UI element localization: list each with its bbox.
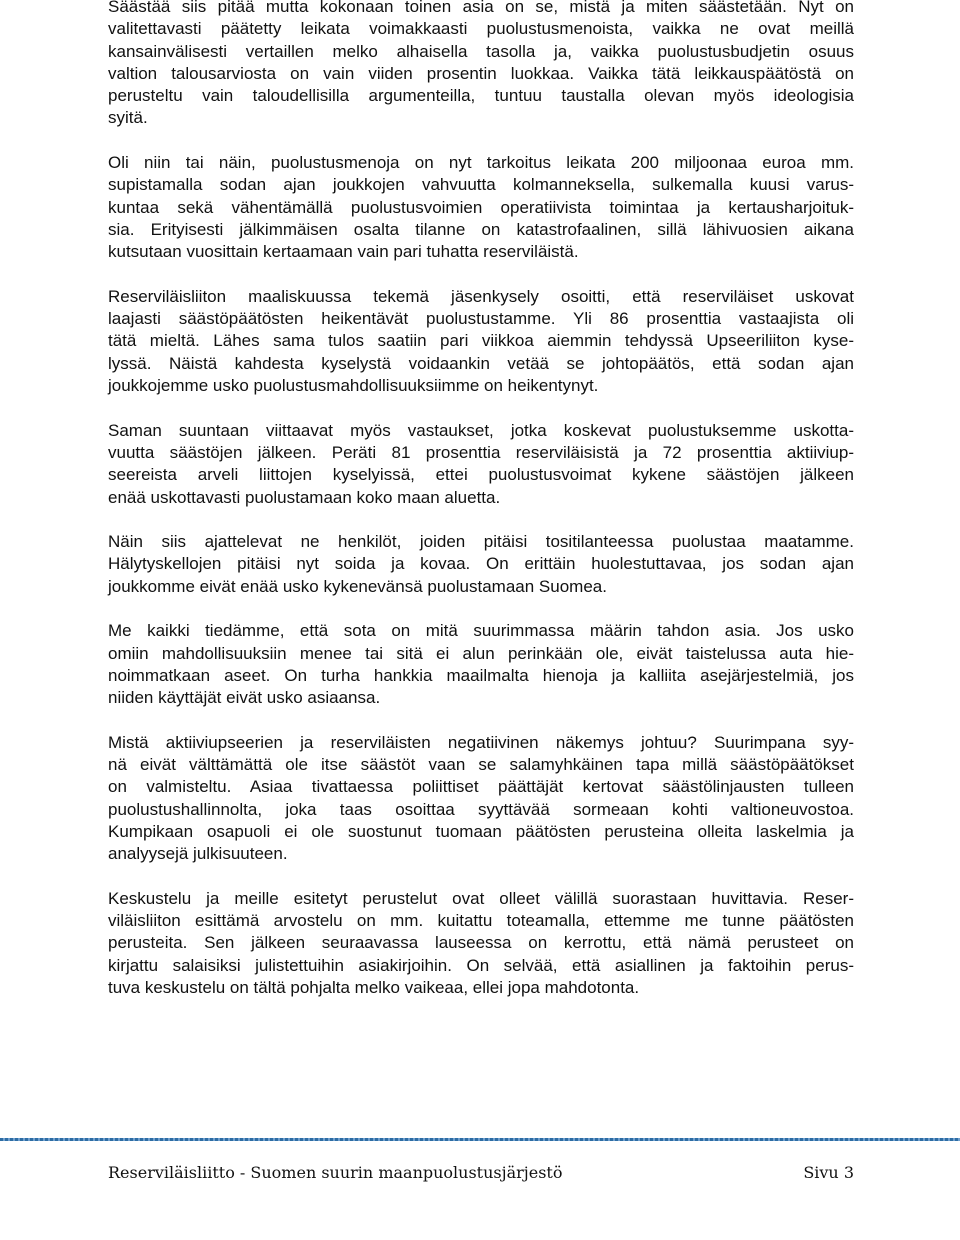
footer-organization: Reserviläisliitto - Suomen suurin maanpuolustusjärjestö bbox=[108, 1163, 563, 1182]
page-number: Sivu 3 bbox=[803, 1163, 854, 1182]
text-line: Oli niin tai näin, puolustusmenoja on nyt tarkoitus leikata 200 miljoonaa euroa mm. bbox=[108, 153, 854, 173]
text-line: omiin mahdollisuuksiin menee tai sitä ei alun perinkään ole, eivät taistelussa auta hie- bbox=[108, 643, 854, 663]
paragraph-1 bbox=[108, 0, 854, 130]
footer-divider bbox=[0, 1138, 960, 1141]
text-line: Keskustelu ja meille esitetyt perustelut ovat olleet välillä suorastaan huvittavia. Reser- bbox=[108, 888, 854, 908]
paragraph-4 bbox=[108, 420, 854, 509]
paragraph-8 bbox=[108, 888, 854, 999]
text-line: tuva keskustelu on tältä pohjalta melko vaikeaa, ellei jopa mahdotonta. bbox=[108, 978, 640, 998]
paragraph-2 bbox=[108, 152, 854, 263]
text-line: valitettavasti päätetty leikata voimakkaasti puolustusmenoista, vaikka ne ovat meillä bbox=[108, 19, 854, 39]
text-line: Säästää siis pitää mutta kokonaan toinen asia on se, mistä ja miten säästetään. Nyt on bbox=[108, 0, 854, 16]
text-line: joukkomme eivät enää usko kykenevänsä puolustamaan Suomea. bbox=[108, 576, 607, 596]
text-line: lyssä. Näistä kahdesta kyselystä voidaankin vetää se johtopäätös, että sodan ajan bbox=[108, 353, 854, 373]
text-line: tätä mieltä. Lähes sama tulos saatiin pari viikkoa aiemmin tehdyssä Upseeriliiton kyse- bbox=[108, 331, 854, 351]
text-line: enää uskottavasti puolustamaan koko maan aluetta. bbox=[108, 487, 501, 507]
paragraph-7 bbox=[108, 732, 854, 866]
text-line: Saman suuntaan viittaavat myös vastaukset, jotka koskevat puolustuksemme uskotta- bbox=[108, 420, 854, 440]
text-line: kuntaa sekä vähentämällä puolustusvoimien operatiivista toimintaa ja kertausharjoituk- bbox=[108, 197, 854, 217]
text-line: Reserviläisliiton maaliskuussa tekemä jäsenkysely osoitti, että reserviläiset uskovat bbox=[108, 286, 854, 306]
text-line: kutsutaan vuosittain kertaamaan vain pari tuhatta reserviläistä. bbox=[108, 242, 579, 262]
text-line: joukkojemme usko puolustusmahdollisuuksiimme on heikentynyt. bbox=[108, 376, 599, 396]
text-line: nä eivät välttämättä ole itse säästöt vaan se salamyhkäinen tapa millä säästöpäätökset bbox=[108, 755, 854, 775]
text-line: laajasti säästöpäätösten heikentävät puolustustamme. Yli 86 prosenttia vastaajista oli bbox=[108, 309, 854, 329]
text-line: kansainvälisesti vertaillen melko alhaisella tasolla ja, vaikka puolustusbudjetin osuus bbox=[108, 41, 854, 61]
paragraph-3 bbox=[108, 286, 854, 397]
text-line: puolustushallinnolta, joka taas osoittaa syyttävää sormeaan kohti valtioneuvostoa. bbox=[108, 799, 854, 819]
paragraph-5 bbox=[108, 531, 854, 598]
text-line: Me kaikki tiedämme, että sota on mitä suurimmassa määrin tahdon asia. Jos usko bbox=[108, 621, 854, 641]
text-line: syitä. bbox=[108, 108, 148, 128]
paragraph-6 bbox=[108, 620, 854, 709]
text-line: niiden käyttäjät eivät usko asiaansa. bbox=[108, 688, 381, 708]
text-line: perusteltu vain taloudellisilla argumenteilla, tuntuu taustalla olevan myös ideologisia bbox=[108, 86, 854, 106]
text-line: supistamalla sodan ajan joukkojen vahvuutta kolmanneksella, sulkemalla kuusi varus- bbox=[108, 175, 854, 195]
text-line: Hälytyskellojen pitäisi nyt soida ja kovaa. On erittäin huolestuttavaa, jos sodan ajan bbox=[108, 554, 854, 574]
text-line: Mistä aktiiviupseerien ja reserviläisten negatiivinen näkemys johtuu? Suurimpana syy- bbox=[108, 732, 854, 752]
text-line: on valmisteltu. Asiaa tivattaessa poliittiset päättäjät kertovat säästölinjausten tulleen bbox=[108, 777, 854, 797]
text-line: noimmatkaan aseet. On turha hankkia maailmalta hienoja ja kalliita asejärjestelmiä, jos bbox=[108, 665, 854, 685]
text-line: Kumpikaan osapuoli ei ole suostunut tuomaan päätösten perusteina olleita laskelmia ja bbox=[108, 821, 854, 841]
text-line: vuutta säästöjen jälkeen. Peräti 81 prosenttia reserviläisistä ja 72 prosenttia aktiiviup- bbox=[108, 442, 854, 462]
text-line: viläisliiton esittämä arvostelu on mm. kuitattu toteamalla, ettemme me tunne päätösten bbox=[108, 911, 854, 931]
text-line: analyysejä julkisuuteen. bbox=[108, 844, 288, 864]
text-line: Näin siis ajattelevat ne henkilöt, joiden pitäisi tositilanteessa puolustaa maatamme. bbox=[108, 532, 854, 552]
text-line: kirjattu salaisiksi julistettuihin asiakirjoihin. On selvää, että asiallinen ja faktoihin perus- bbox=[108, 955, 854, 975]
text-line: sia. Erityisesti jälkimmäisen osalta tilanne on katastrofaalinen, sillä lähivuosien aikana bbox=[108, 219, 854, 239]
text-line: seereista arveli liittojen kyselyissä, ettei puolustusvoimat kykene säästöjen jälkeen bbox=[108, 465, 854, 485]
text-line: perusteita. Sen jälkeen seuraavassa lauseessa on kerrottu, että nämä perusteet on bbox=[108, 933, 854, 953]
document-body bbox=[108, 0, 854, 1022]
text-line: valtion talousarviosta on vain viiden prosentin luokkaa. Vaikka tätä leikkauspäätöstä on bbox=[108, 63, 854, 83]
